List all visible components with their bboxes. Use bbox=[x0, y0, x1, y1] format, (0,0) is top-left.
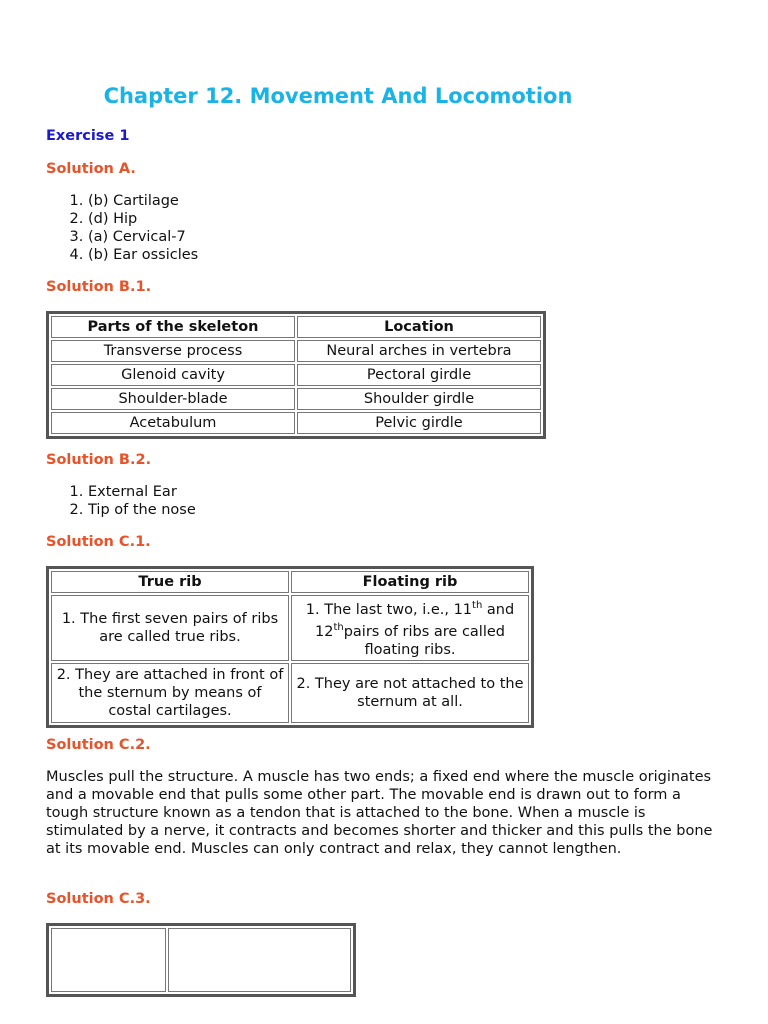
cell-text: pairs of ribs are called floating ribs. bbox=[343, 623, 505, 658]
table-cell: Acetabulum bbox=[51, 412, 295, 434]
table-cell: Pectoral girdle bbox=[297, 364, 541, 386]
table-row bbox=[51, 663, 529, 723]
table-header-cell: Parts of the skeleton bbox=[51, 316, 295, 338]
table-cell: Neural arches in vertebra bbox=[297, 340, 541, 362]
list-item: 1. External Ear bbox=[88, 483, 196, 501]
solution-c2-heading: Solution C.2. bbox=[46, 737, 151, 753]
solution-c3-heading: Solution C.3. bbox=[46, 891, 151, 907]
table-row bbox=[51, 388, 541, 410]
solution-c1-heading: Solution C.1. bbox=[46, 534, 151, 550]
solution-a-list bbox=[46, 192, 198, 264]
solution-b1-heading: Solution B.1. bbox=[46, 279, 152, 295]
table-row bbox=[51, 364, 541, 386]
table-header-row bbox=[51, 316, 541, 338]
table-row bbox=[51, 412, 541, 434]
table-row bbox=[51, 928, 351, 992]
table-row bbox=[51, 340, 541, 362]
table-cell: Pelvic girdle bbox=[297, 412, 541, 434]
table-cell: Glenoid cavity bbox=[51, 364, 295, 386]
solution-b2-heading: Solution B.2. bbox=[46, 452, 152, 468]
list-item: 1. (b) Cartilage bbox=[88, 192, 198, 210]
cell-text: 1. The last two, i.e., 11 bbox=[305, 601, 473, 618]
solution-b2-list bbox=[46, 483, 196, 519]
table-header-row bbox=[51, 571, 529, 593]
solution-a-heading: Solution A. bbox=[46, 161, 136, 177]
table-header-cell: Location bbox=[297, 316, 541, 338]
table-header-cell: True rib bbox=[51, 571, 289, 593]
table-cell: 2. They are not attached to the sternum at all. bbox=[291, 663, 529, 723]
superscript: th bbox=[472, 600, 483, 611]
list-item: 2. Tip of the nose bbox=[88, 501, 196, 519]
list-item: 3. (a) Cervical-7 bbox=[88, 228, 198, 246]
table-cell bbox=[51, 928, 166, 992]
chapter-title: Chapter 12. Movement And Locomotion bbox=[103, 84, 573, 108]
solution-c2-paragraph: Muscles pull the structure. A muscle has two ends; a fixed end where the muscle originates and a movable end that pulls some other part. The movable end is drawn out to form a tough structure known as a tendon that is attached to the bone. When a muscle is stimulated by a nerve, it contracts and becomes shorter and thicker and this pulls the bone at its movable end. Muscles can only contract and relax, they cannot lengthen. bbox=[46, 769, 713, 857]
list-item: 4. (b) Ear ossicles bbox=[88, 246, 198, 264]
table-row bbox=[51, 595, 529, 661]
table-header-cell: Floating rib bbox=[291, 571, 529, 593]
table-cell: Shoulder girdle bbox=[297, 388, 541, 410]
ribs-table bbox=[46, 566, 534, 728]
exercise-heading: Exercise 1 bbox=[46, 128, 130, 144]
table-cell: Transverse process bbox=[51, 340, 295, 362]
table-cell bbox=[291, 595, 529, 661]
table-cell: 1. The first seven pairs of ribs are called true ribs. bbox=[51, 595, 289, 661]
table-cell bbox=[168, 928, 351, 992]
skeleton-table bbox=[46, 311, 546, 439]
table-cell: Shoulder-blade bbox=[51, 388, 295, 410]
solution-c3-table bbox=[46, 923, 356, 997]
superscript: th bbox=[333, 621, 344, 633]
table-cell: 2. They are attached in front of the sternum by means of costal cartilages. bbox=[51, 663, 289, 723]
list-item: 2. (d) Hip bbox=[88, 210, 198, 228]
cell-text: and 12 bbox=[314, 601, 515, 640]
